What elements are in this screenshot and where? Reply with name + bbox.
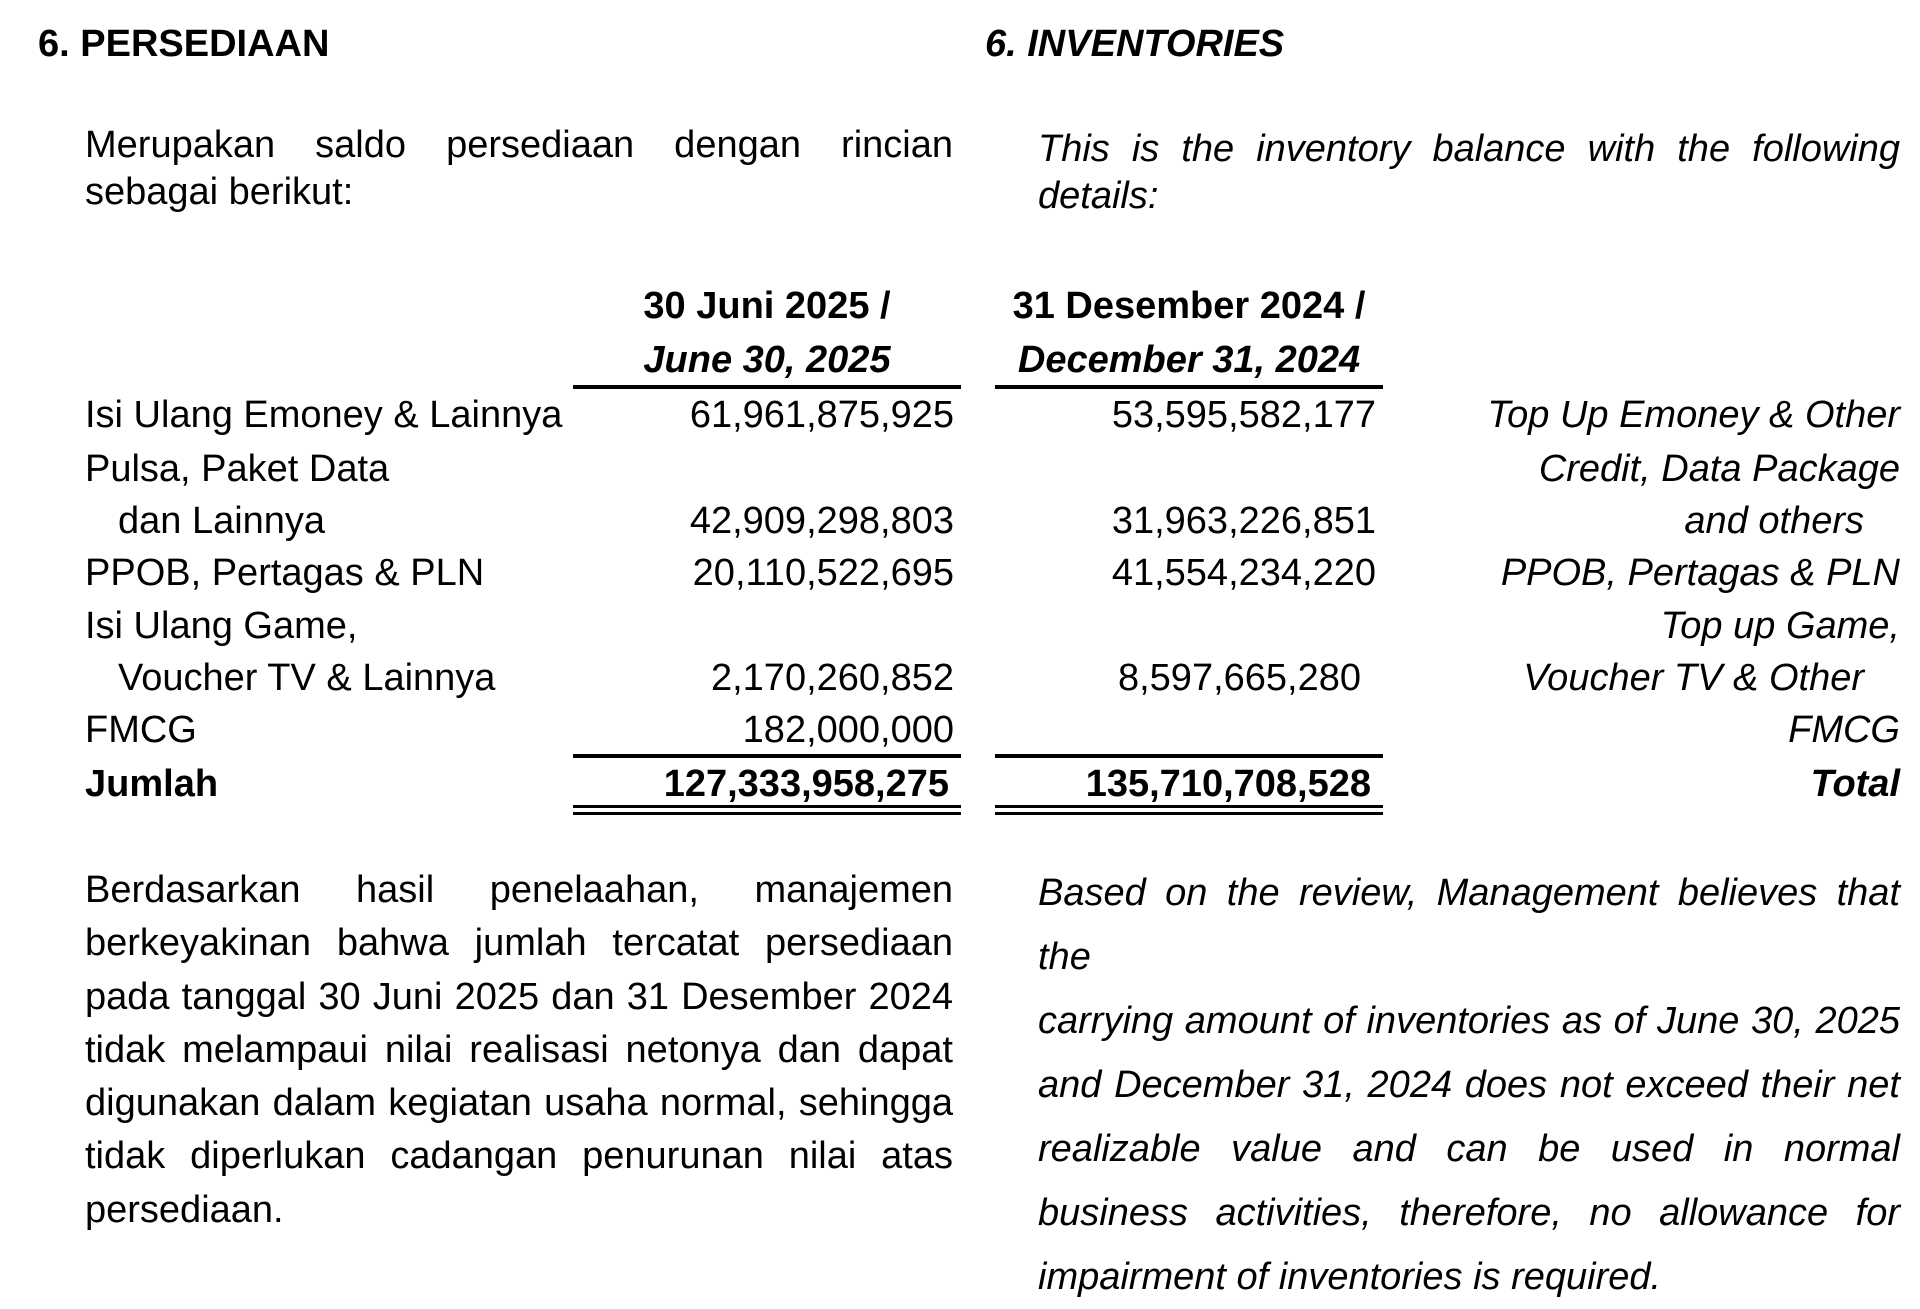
conclusion-paragraph-id: [85, 864, 953, 1237]
section-heading-en: 6. INVENTORIES: [985, 23, 1285, 65]
row-label-id: Isi Ulang Emoney & Lainnya: [85, 394, 563, 436]
conclusion-line-en: carrying amount of inventories as of June 30, 2025: [1038, 1000, 1900, 1042]
conclusion-line-en: realizable value and can be used in normal: [1038, 1128, 1900, 1170]
row-value-col2: 31,963,226,851: [1111, 500, 1376, 542]
row-label-en-cont: Voucher TV & Other: [1523, 657, 1864, 699]
row-value-col1: 182,000,000: [742, 709, 954, 751]
intro-line-en: details:: [1038, 175, 1159, 217]
row-label-en: Top Up Emoney & Other: [1487, 394, 1900, 436]
row-label-en-cont: and others: [1684, 500, 1864, 542]
conclusion-line-id: Berdasarkan hasil penelaahan, manajemen: [85, 869, 953, 911]
col1-header-line1: 30 Juni 2025 /: [643, 285, 891, 327]
row-label-en: PPOB, Pertagas & PLN: [1500, 552, 1900, 594]
row-label-en: Top up Game,: [1660, 605, 1900, 647]
conclusion-line-en: and December 31, 2024 does not exceed their net: [1038, 1064, 1900, 1106]
intro-line-en: This is the inventory balance with the following: [1038, 128, 1900, 170]
row-label-id: FMCG: [85, 709, 197, 751]
conclusion-line-en: Based on the review, Management believes that the: [1038, 872, 1900, 978]
row-value-col1: 2,170,260,852: [710, 657, 954, 699]
conclusion-line-id: digunakan dalam kegiatan usaha normal, sehingga: [85, 1082, 953, 1125]
conclusion-line-id: persediaan.: [85, 1188, 284, 1231]
double-underline-col1-top: [573, 805, 961, 808]
row-label-id-cont: Voucher TV & Lainnya: [118, 657, 496, 699]
conclusion-line-en: business activities, therefore, no allowance for: [1038, 1192, 1900, 1234]
conclusion-line-id: tidak melampaui nilai realisasi netonya dan dapat: [85, 1028, 953, 1071]
conclusion-line-en: impairment of inventories is required.: [1038, 1256, 1662, 1298]
row-label-id: Pulsa, Paket Data: [85, 448, 390, 490]
row-label-id-cont: dan Lainnya: [118, 500, 326, 542]
header-underline-col1: [573, 385, 961, 389]
conclusion-line-id: tidak diperlukan cadangan penurunan nilai atas: [85, 1135, 953, 1178]
subtotal-line-col2: [995, 754, 1383, 758]
col2-header-line1: 31 Desember 2024 /: [1012, 285, 1366, 327]
subtotal-line-col1: [573, 754, 961, 758]
intro-line-id: sebagai berikut:: [85, 171, 354, 213]
row-label-id: Isi Ulang Game,: [85, 605, 358, 647]
intro-paragraph-id: [85, 122, 953, 216]
row-label-en: FMCG: [1788, 709, 1900, 751]
row-value-col2: 41,554,234,220: [1111, 552, 1376, 594]
row-value-col1: 20,110,522,695: [692, 552, 954, 594]
col1-header-line2: June 30, 2025: [643, 339, 891, 381]
conclusion-paragraph-en: [1038, 861, 1900, 1309]
row-value-col1: 61,961,875,925: [689, 394, 954, 436]
col2-header-line2: December 31, 2024: [1017, 339, 1361, 381]
row-value-col2: 8,597,665,280: [1117, 657, 1361, 699]
total-label-en: Total: [1810, 763, 1900, 805]
row-value-col1: 42,909,298,803: [689, 500, 954, 542]
double-underline-col2-bottom: [995, 812, 1383, 815]
total-label-id: Jumlah: [85, 763, 219, 805]
double-underline-col1-bottom: [573, 812, 961, 815]
total-value-col2: 135,710,708,528: [1085, 763, 1371, 805]
intro-line-id: Merupakan saldo persediaan dengan rincian: [85, 124, 953, 166]
double-underline-col2-top: [995, 805, 1383, 808]
row-value-col2: 53,595,582,177: [1111, 394, 1376, 436]
intro-paragraph-en: [1038, 126, 1900, 220]
conclusion-line-id: pada tanggal 30 Juni 2025 dan 31 Desember 2024: [85, 975, 953, 1018]
row-label-id: PPOB, Pertagas & PLN: [85, 552, 485, 594]
conclusion-line-id: berkeyakinan bahwa jumlah tercatat persediaan: [85, 922, 953, 965]
header-underline-col2: [995, 385, 1383, 389]
section-heading-id: 6. PERSEDIAAN: [38, 23, 330, 65]
row-label-en: Credit, Data Package: [1538, 448, 1900, 490]
total-value-col1: 127,333,958,275: [663, 763, 949, 805]
